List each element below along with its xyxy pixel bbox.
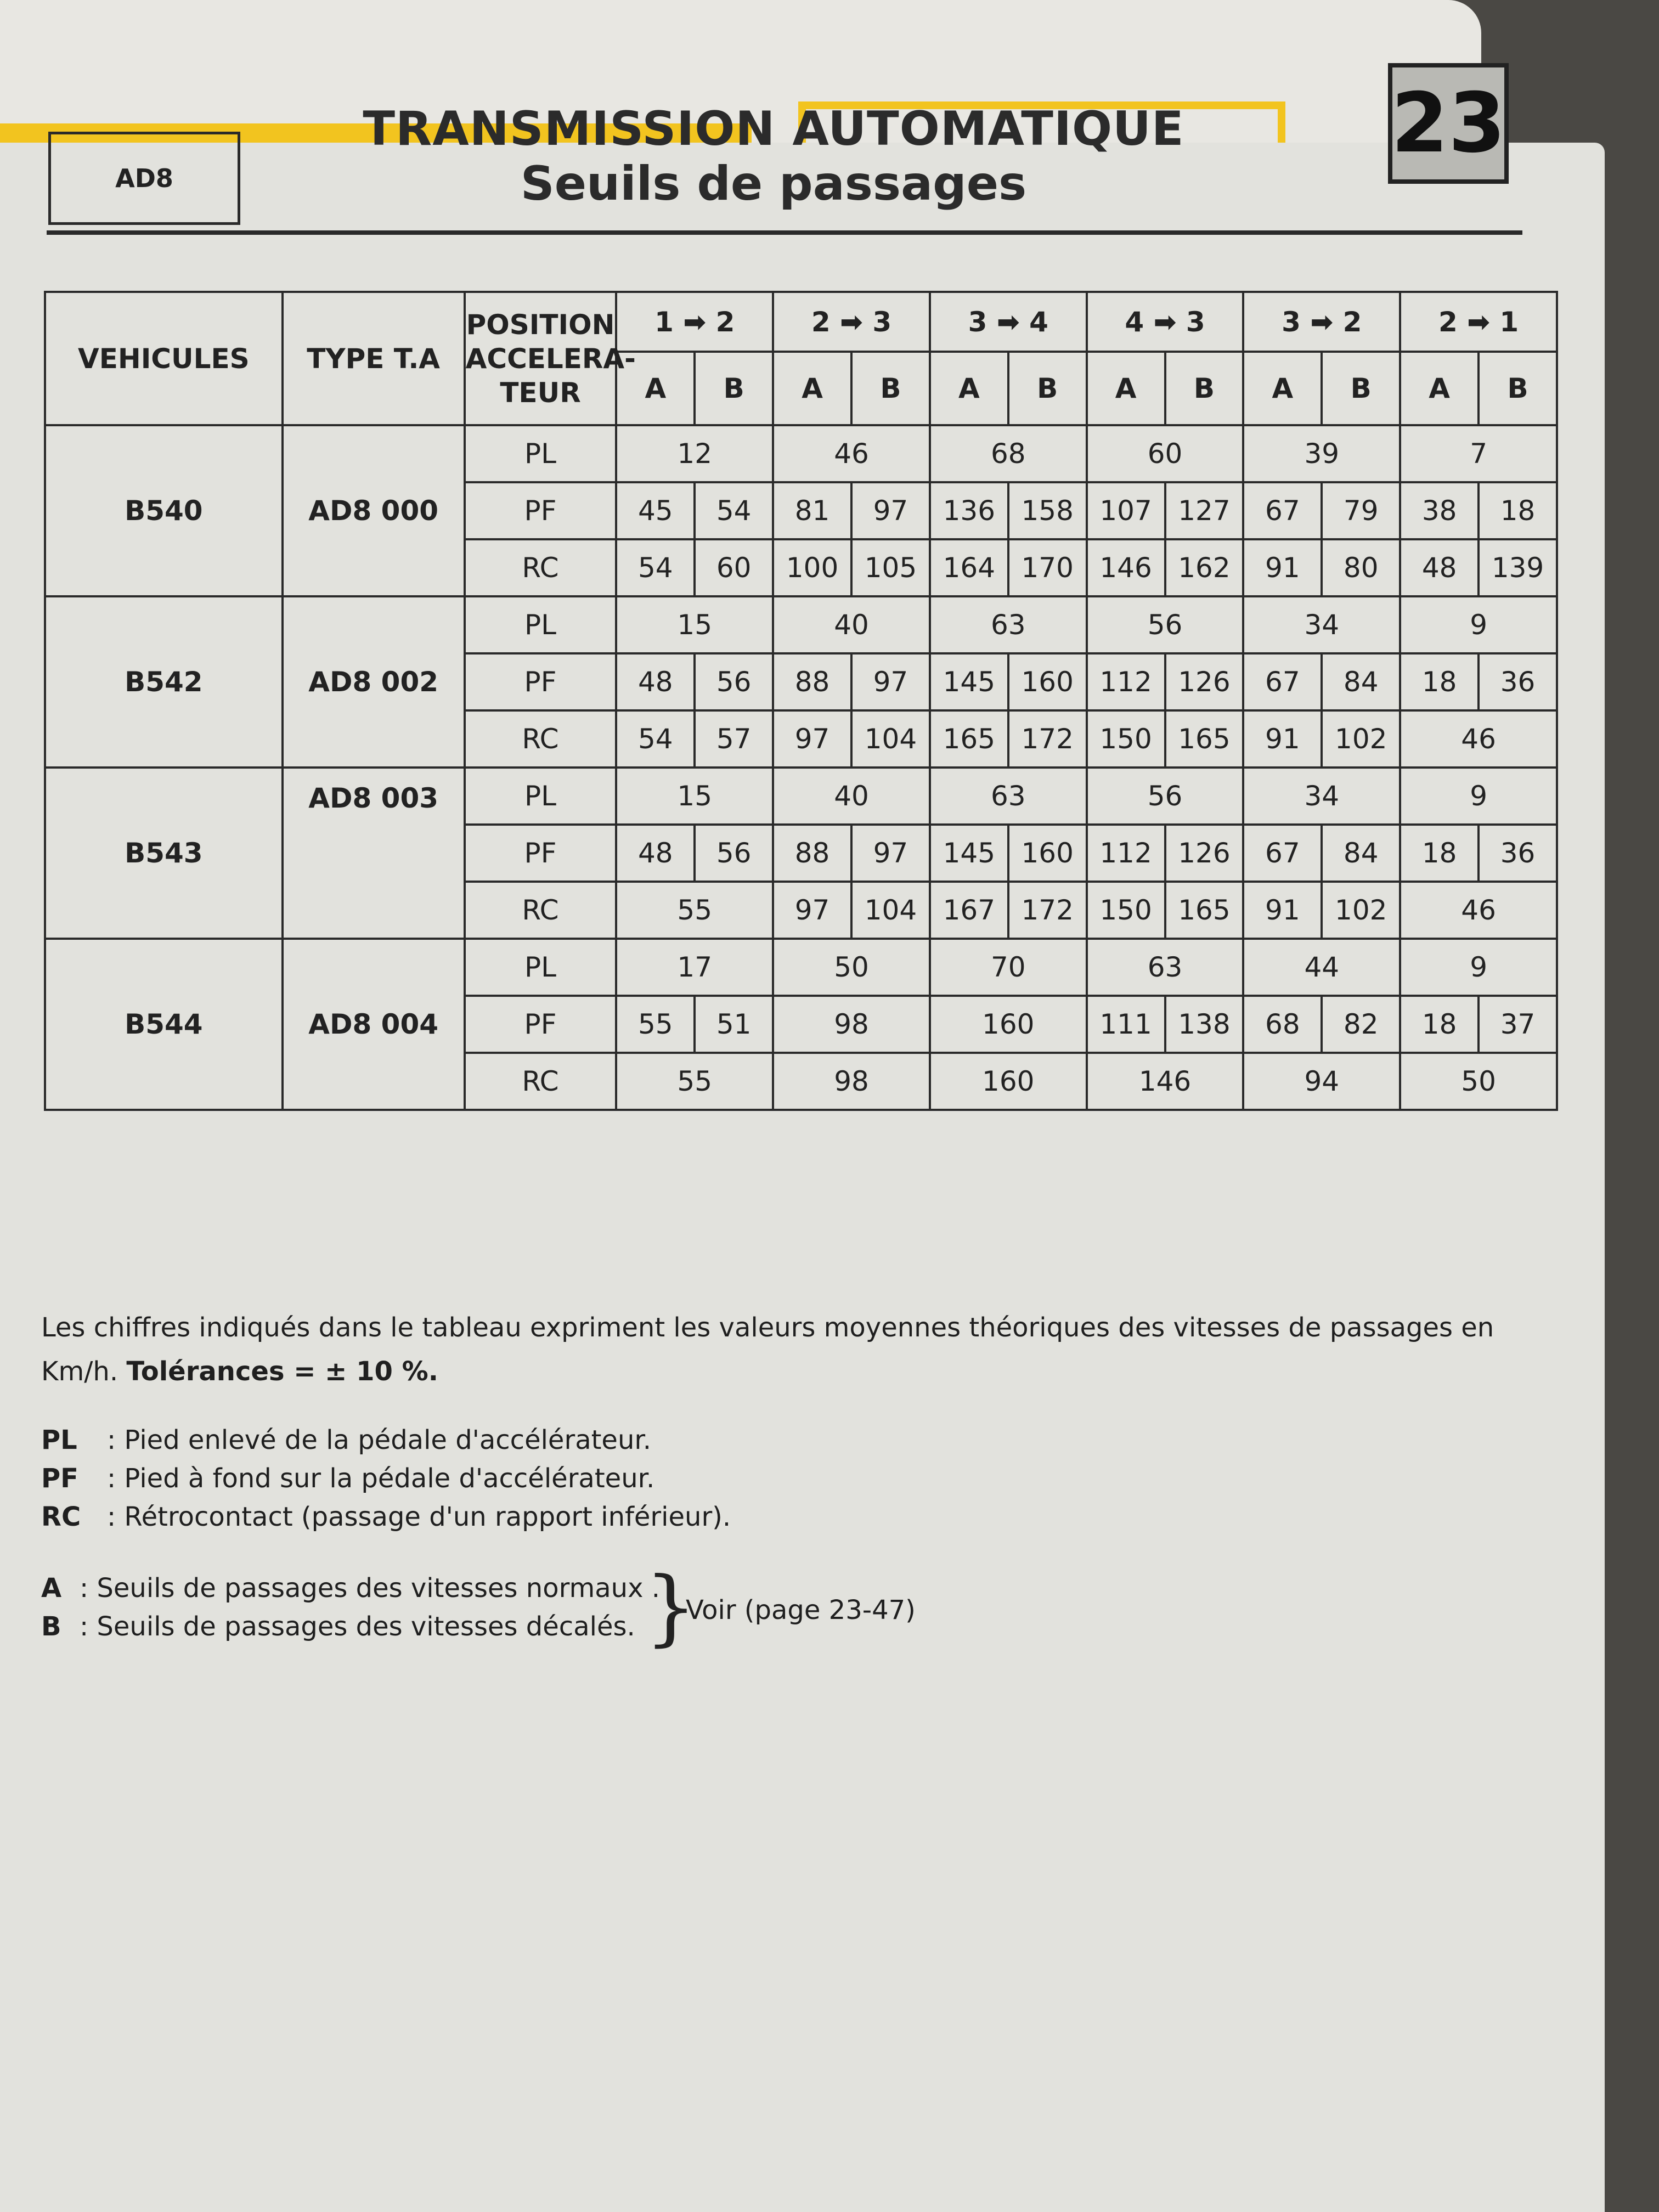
table-row [45,425,1557,482]
value-cell-merged: 44 [1243,939,1400,996]
value-cell-a: 112 [1087,653,1165,710]
value-cell-merged: 55 [616,1053,773,1110]
value-cell-a: 54 [616,710,695,768]
value-cell-a: 48 [616,825,695,882]
vehicle-cell: B540 [45,425,283,596]
value-cell-merged: 46 [1400,882,1557,939]
value-cell-a: 165 [930,710,1008,768]
header-vehicules: VEHICULES [45,292,283,425]
value-cell-merged: 34 [1243,768,1400,825]
notes-section [41,1306,1566,1657]
value-cell-b: 80 [1322,539,1400,596]
position-cell: PF [465,996,617,1053]
position-cell: PF [465,825,617,882]
value-cell-merged: 39 [1243,425,1400,482]
value-cell-b: 158 [1008,482,1087,539]
type-cell: AD8 004 [283,939,465,1110]
value-cell-b: 36 [1479,653,1557,710]
value-cell-b: 56 [695,825,773,882]
value-cell-b: 37 [1479,996,1557,1053]
value-cell-b: 102 [1322,710,1400,768]
position-cell: PL [465,596,617,653]
header-a: A [930,352,1008,425]
value-cell-merged: 46 [1400,710,1557,768]
header-b: B [1165,352,1244,425]
value-cell-merged: 9 [1400,596,1557,653]
value-cell-a: 97 [773,710,851,768]
value-cell-a: 45 [616,482,695,539]
intro-text: Les chiffres indiqués dans le tableau expriment les valeurs moyennes théoriques des vitesses de passages en Km/h. [41,1312,1494,1387]
value-cell-merged: 63 [1087,939,1244,996]
value-cell-a: 136 [930,482,1008,539]
value-cell-a: 145 [930,825,1008,882]
value-cell-a: 91 [1243,539,1322,596]
position-legend [41,1421,1566,1536]
value-cell-merged: 9 [1400,768,1557,825]
value-cell-merged: 94 [1243,1053,1400,1110]
value-cell-merged: 56 [1087,596,1244,653]
value-cell-a: 164 [930,539,1008,596]
value-cell-b: 126 [1165,825,1244,882]
value-cell-a: 18 [1400,996,1479,1053]
type-cell: AD8 002 [283,596,465,768]
value-cell-b: 54 [695,482,773,539]
value-cell-a: 91 [1243,882,1322,939]
value-cell-a: 68 [1243,996,1322,1053]
value-cell-b: 57 [695,710,773,768]
header-a: A [773,352,851,425]
header-position: POSITION ACCELERA- TEUR [465,292,617,425]
value-cell-merged: 146 [1087,1053,1244,1110]
value-cell-b: 102 [1322,882,1400,939]
value-cell-a: 145 [930,653,1008,710]
value-cell-b: 84 [1322,825,1400,882]
legend-key: PF [41,1463,78,1494]
value-cell-b: 160 [1008,653,1087,710]
position-cell: PF [465,482,617,539]
value-cell-b: 170 [1008,539,1087,596]
position-cell: PL [465,939,617,996]
value-cell-b: 60 [695,539,773,596]
header-a: A [616,352,695,425]
header-transition: 2 ➡ 1 [1400,292,1557,352]
vehicle-cell: B543 [45,768,283,939]
value-cell-merged: 98 [773,996,930,1053]
header-a: A [1243,352,1322,425]
notes-intro [41,1306,1566,1393]
tolerance-text: Tolérances = ± 10 %. [126,1356,438,1387]
value-cell-a: 67 [1243,825,1322,882]
value-cell-b: 165 [1165,710,1244,768]
value-cell-a: 38 [1400,482,1479,539]
value-cell-merged: 60 [1087,425,1244,482]
value-cell-merged: 160 [930,1053,1087,1110]
legend-key: B [41,1611,61,1642]
value-cell-b: 139 [1479,539,1557,596]
header-b: B [1008,352,1087,425]
legend-item [41,1421,1566,1459]
value-cell-merged: 15 [616,768,773,825]
value-cell-a: 48 [1400,539,1479,596]
legend-item [41,1498,1566,1536]
value-cell-a: 18 [1400,653,1479,710]
value-cell-a: 48 [616,653,695,710]
value-cell-a: 111 [1087,996,1165,1053]
title-main: TRANSMISSION AUTOMATIQUE [363,101,1184,156]
value-cell-a: 150 [1087,882,1165,939]
value-cell-b: 97 [851,653,930,710]
value-cell-b: 126 [1165,653,1244,710]
value-cell-b: 56 [695,653,773,710]
table-body [45,425,1557,1110]
value-cell-b: 18 [1479,482,1557,539]
shift-threshold-table [44,291,1558,1111]
position-cell: PF [465,653,617,710]
brace-symbol: } [645,1560,697,1655]
value-cell-merged: 50 [773,939,930,996]
value-cell-a: 107 [1087,482,1165,539]
value-cell-a: 91 [1243,710,1322,768]
value-cell-b: 172 [1008,882,1087,939]
table-row [45,768,1557,825]
value-cell-b: 138 [1165,996,1244,1053]
position-cell: PL [465,425,617,482]
legend-text: : Pied à fond sur la pédale d'accélérateur. [107,1463,655,1494]
position-cell: RC [465,1053,617,1110]
position-cell: PL [465,768,617,825]
value-cell-a: 81 [773,482,851,539]
table-row [45,596,1557,653]
value-cell-merged: 56 [1087,768,1244,825]
header-transition: 3 ➡ 4 [930,292,1087,352]
header-rule [47,230,1522,235]
type-cell: AD8 000 [283,425,465,596]
legend-key: PL [41,1425,77,1455]
value-cell-a: 97 [773,882,851,939]
value-cell-a: 88 [773,825,851,882]
header-transition: 2 ➡ 3 [773,292,930,352]
title-sub: Seuils de passages [520,156,1027,211]
value-cell-a: 67 [1243,653,1322,710]
model-code-box: AD8 [48,132,240,225]
header-b: B [695,352,773,425]
header-a: A [1400,352,1479,425]
value-cell-merged: 70 [930,939,1087,996]
page-title [307,101,1240,211]
value-cell-a: 150 [1087,710,1165,768]
value-cell-merged: 46 [773,425,930,482]
legend-text: : Seuils de passages des vitesses normaux . [80,1573,660,1604]
vehicle-cell: B544 [45,939,283,1110]
vehicle-cell: B542 [45,596,283,768]
value-cell-a: 55 [616,996,695,1053]
value-cell-b: 84 [1322,653,1400,710]
position-cell: RC [465,539,617,596]
value-cell-merged: 55 [616,882,773,939]
value-cell-b: 105 [851,539,930,596]
legend-text: : Rétrocontact (passage d'un rapport inférieur). [107,1502,731,1532]
header-b: B [851,352,930,425]
value-cell-b: 172 [1008,710,1087,768]
value-cell-merged: 7 [1400,425,1557,482]
value-cell-a: 54 [616,539,695,596]
legend-text: : Pied enlevé de la pédale d'accélérateur. [107,1425,651,1455]
value-cell-merged: 9 [1400,939,1557,996]
value-cell-merged: 63 [930,768,1087,825]
header-b: B [1322,352,1400,425]
value-cell-merged: 34 [1243,596,1400,653]
value-cell-b: 97 [851,825,930,882]
value-cell-b: 82 [1322,996,1400,1053]
position-cell: RC [465,882,617,939]
ab-legend [41,1560,1566,1657]
value-cell-merged: 98 [773,1053,930,1110]
header-transition: 3 ➡ 2 [1243,292,1400,352]
header-b: B [1479,352,1557,425]
legend-text: : Seuils de passages des vitesses décalés. [80,1611,635,1642]
see-page-reference: Voir (page 23-47) [686,1595,916,1626]
value-cell-a: 100 [773,539,851,596]
header-type: TYPE T.A [283,292,465,425]
value-cell-b: 51 [695,996,773,1053]
value-cell-b: 165 [1165,882,1244,939]
header-a: A [1087,352,1165,425]
value-cell-merged: 12 [616,425,773,482]
position-cell: RC [465,710,617,768]
value-cell-a: 146 [1087,539,1165,596]
value-cell-a: 18 [1400,825,1479,882]
value-cell-b: 97 [851,482,930,539]
value-cell-merged: 50 [1400,1053,1557,1110]
value-cell-a: 88 [773,653,851,710]
value-cell-a: 67 [1243,482,1322,539]
value-cell-b: 160 [1008,825,1087,882]
value-cell-merged: 40 [773,768,930,825]
value-cell-merged: 17 [616,939,773,996]
value-cell-merged: 15 [616,596,773,653]
value-cell-a: 167 [930,882,1008,939]
value-cell-merged: 40 [773,596,930,653]
value-cell-merged: 160 [930,996,1087,1053]
value-cell-b: 104 [851,710,930,768]
value-cell-b: 127 [1165,482,1244,539]
value-cell-merged: 63 [930,596,1087,653]
header-transition: 4 ➡ 3 [1087,292,1244,352]
type-cell: AD8 003 [283,768,465,939]
legend-item [41,1459,1566,1498]
value-cell-b: 36 [1479,825,1557,882]
value-cell-merged: 68 [930,425,1087,482]
legend-key: A [41,1573,62,1604]
value-cell-b: 79 [1322,482,1400,539]
legend-key: RC [41,1502,81,1532]
section-number: 23 [1388,63,1509,184]
value-cell-a: 112 [1087,825,1165,882]
value-cell-b: 162 [1165,539,1244,596]
value-cell-b: 104 [851,882,930,939]
header-transition: 1 ➡ 2 [616,292,773,352]
table-row [45,939,1557,996]
